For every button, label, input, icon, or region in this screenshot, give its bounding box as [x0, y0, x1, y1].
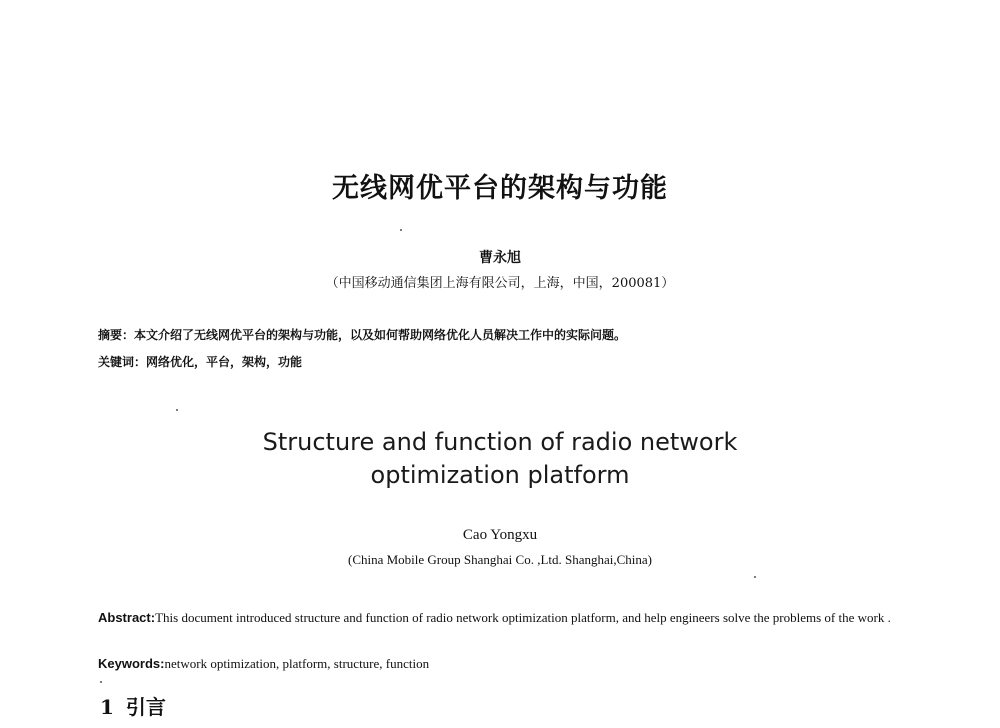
chinese-abstract-label: 摘要：: [98, 328, 135, 342]
chinese-author: 曹永旭: [479, 250, 521, 266]
chinese-keywords-text: 网络优化，平台，架构，功能: [146, 355, 303, 369]
english-abstract-text: This document introduced structure and function of radio network optimization platform, and help engineers solve the problems of the work .: [155, 610, 891, 625]
scan-speck: [400, 229, 402, 231]
english-title-line-2: optimization platform: [370, 461, 630, 489]
chinese-affiliation: （中国移动通信集团上海有限公司，上海，中国，200081）: [325, 276, 675, 291]
english-affiliation: (China Mobile Group Shanghai Co. ,Ltd. Shanghai,China): [347, 552, 653, 567]
chinese-abstract: [98, 326, 626, 343]
english-keywords: [98, 656, 429, 672]
scan-speck: [176, 409, 178, 411]
english-abstract: [98, 605, 913, 630]
english-title: [0, 426, 1000, 492]
section-number: 1: [100, 695, 114, 719]
english-title-line-1: Structure and function of radio network: [262, 428, 738, 456]
chinese-title: 无线网优平台的架构与功能: [332, 173, 668, 204]
chinese-keywords: [98, 353, 302, 370]
english-keywords-text: network optimization, platform, structure, function: [164, 656, 430, 671]
scan-speck: [100, 681, 102, 683]
chinese-abstract-text: 本文介绍了无线网优平台的架构与功能，以及如何帮助网络优化人员解决工作中的实际问题。: [134, 328, 627, 342]
english-abstract-label: Abstract:: [98, 610, 156, 625]
english-keywords-label: Keywords:: [98, 656, 165, 671]
section-heading: [100, 691, 166, 720]
section-title: 引言: [125, 695, 166, 719]
scan-speck: [754, 576, 756, 578]
chinese-keywords-label: 关键词：: [98, 355, 147, 369]
english-author: Cao Yongxu: [462, 527, 538, 543]
